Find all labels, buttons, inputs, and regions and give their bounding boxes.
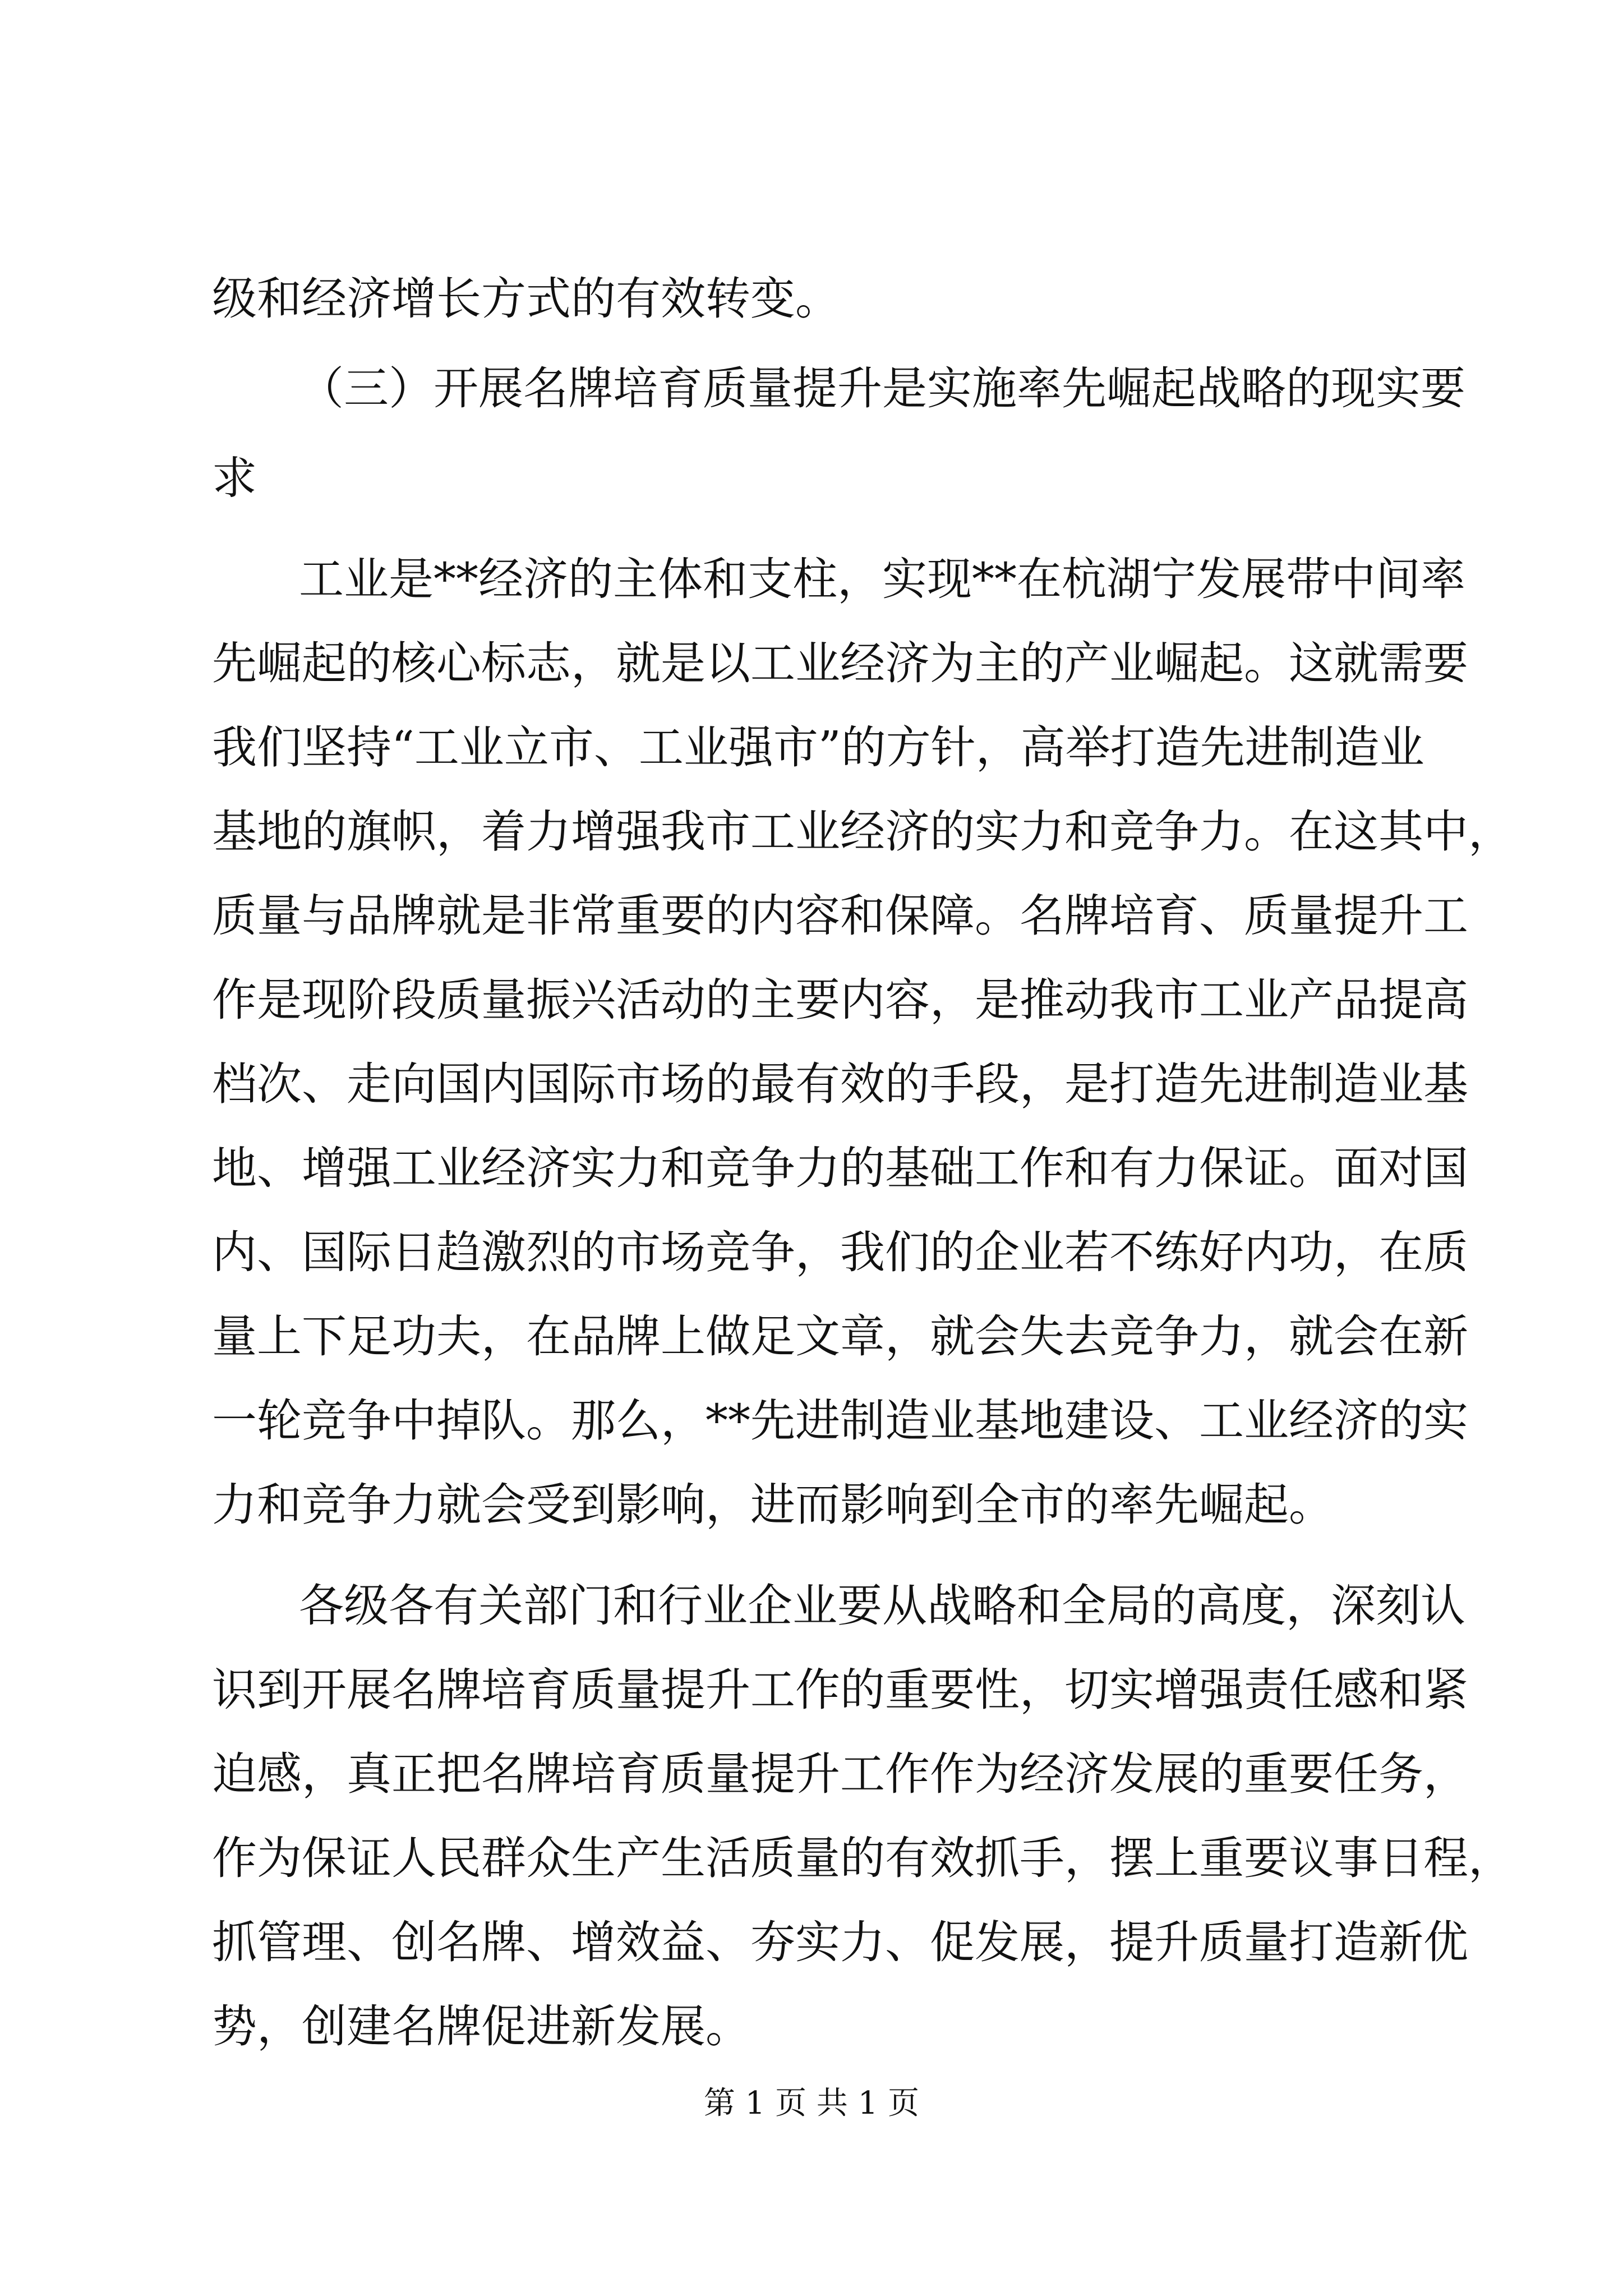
section-heading-line-1: （三）开展名牌培育质量提升是实施率先崛起战略的现实要 bbox=[299, 362, 1465, 415]
text-line-14: 一轮竞争中掉队。那么，**先进制造业基地建设、工业经济的实 bbox=[212, 1395, 1468, 1447]
text-line-9: 作是现阶段质量振兴活动的主要内容，是推动我市工业产品提高 bbox=[212, 974, 1468, 1026]
text-line-12: 内、国际日趋激烈的市场竞争，我们的企业若不练好内功，在质 bbox=[212, 1226, 1468, 1278]
text-line-21: 势，创建名牌促进新发展。 bbox=[212, 2000, 750, 2053]
text-line-1: 级和经济增长方式的有效转变。 bbox=[212, 273, 840, 325]
page-footer: 第 1 页 共 1 页 bbox=[703, 2085, 920, 2122]
text-line-4: 工业是**经济的主体和支柱，实现**在杭湖宁发展带中间率 bbox=[299, 553, 1465, 605]
text-line-11: 地、增强工业经济实力和竞争力的基础工作和有力保证。面对国 bbox=[212, 1142, 1468, 1194]
text-line-19: 作为保证人民群众生产生活质量的有效抓手，摆上重要议事日程， bbox=[212, 1832, 1513, 1884]
text-line-5: 先崛起的核心标志，就是以工业经济为主的产业崛起。这就需要 bbox=[212, 637, 1468, 689]
text-line-15: 力和竞争力就会受到影响，进而影响到全市的率先崛起。 bbox=[212, 1479, 1334, 1531]
section-heading-line-2: 求 bbox=[212, 452, 257, 504]
text-line-7: 基地的旗帜，着力增强我市工业经济的实力和竞争力。在这其中， bbox=[212, 806, 1513, 858]
text-line-13: 量上下足功夫，在品牌上做足文章，就会失去竞争力，就会在新 bbox=[212, 1310, 1468, 1363]
text-line-17: 识到开展名牌培育质量提升工作的重要性，切实增强责任感和紧 bbox=[212, 1664, 1468, 1716]
text-line-20: 抓管理、创名牌、增效益、夯实力、促发展，提升质量打造新优 bbox=[212, 1916, 1468, 1968]
text-line-8: 质量与品牌就是非常重要的内容和保障。名牌培育、质量提升工 bbox=[212, 890, 1468, 942]
text-line-16: 各级各有关部门和行业企业要从战略和全局的高度，深刻认 bbox=[299, 1580, 1465, 1632]
text-line-6: 我们坚持“工业立市、工业强市”的方针，高举打造先进制造业 bbox=[212, 721, 1424, 774]
text-line-18: 迫感，真正把名牌培育质量提升工作作为经济发展的重要任务， bbox=[212, 1748, 1468, 1800]
text-line-10: 档次、走向国内国际市场的最有效的手段，是打造先进制造业基 bbox=[212, 1058, 1468, 1110]
